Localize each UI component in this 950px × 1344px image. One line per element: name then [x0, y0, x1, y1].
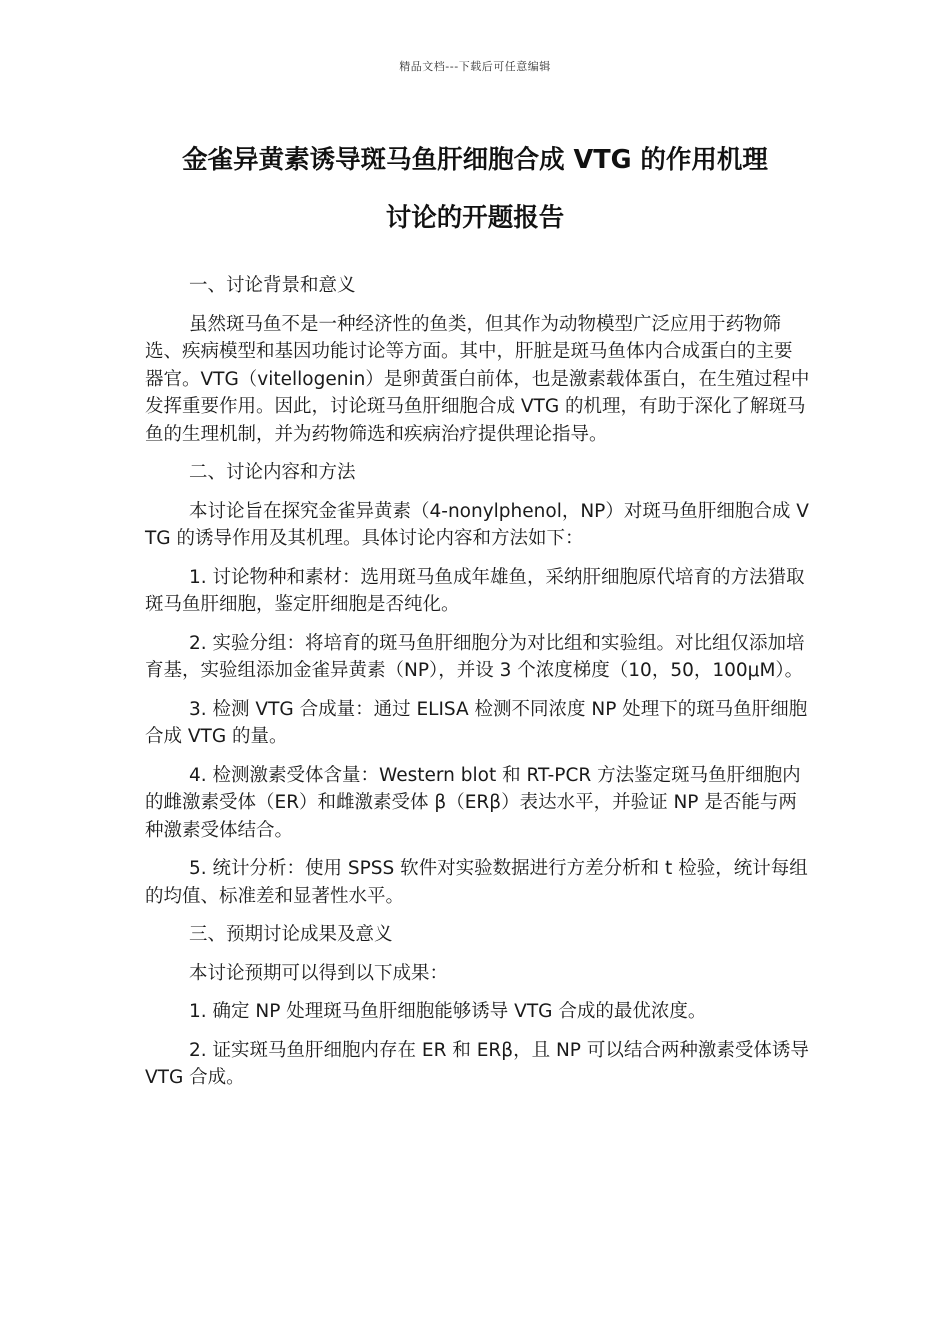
paragraph-methods-intro: 本讨论旨在探究金雀异黄素（4-nonylphenol，NP）对斑马鱼肝细胞合成 VTG 的诱导作用及其机理。具体讨论内容和方法如下：	[145, 500, 809, 549]
document-title-line-1: 金雀异黄素诱导斑马鱼肝细胞合成 VTG 的作用机理	[182, 145, 768, 175]
document-title-line-2: 讨论的开题报告	[385, 203, 565, 233]
header-note: 精品文档---下载后可任意编辑	[399, 60, 551, 73]
list-item-result-2: 2. 证实斑马鱼肝细胞内存在 ER 和 ERβ，且 NP 可以结合两种激素受体诱导 VTG 合成。	[145, 1039, 809, 1088]
list-item-result-1: 1. 确定 NP 处理斑马鱼肝细胞能够诱导 VTG 合成的最优浓度。	[189, 1001, 707, 1022]
list-item-method-4: 4. 检测激素受体含量：Western blot 和 RT-PCR 方法鉴定斑马鱼肝细胞内的雌激素受体（ER）和雌激素受体 β（ERβ）表达水平，并验证 NP 是否能与两种激素受体结合。	[145, 764, 801, 841]
document-body	[145, 272, 810, 1103]
list-item-method-3: 3. 检测 VTG 合成量：通过 ELISA 检测不同浓度 NP 处理下的斑马鱼肝细胞合成 VTG 的量。	[145, 698, 808, 747]
paragraph-results-intro: 本讨论预期可以得到以下成果：	[189, 962, 449, 984]
section-heading-expected-results: 三、预期讨论成果及意义	[189, 924, 393, 945]
section-heading-background: 一、讨论背景和意义	[189, 275, 356, 296]
list-item-method-5: 5. 统计分析：使用 SPSS 软件对实验数据进行方差分析和 t 检验，统计每组的均值、标准差和显著性水平。	[145, 858, 808, 907]
paragraph-background: 虽然斑马鱼不是一种经济性的鱼类，但其作为动物模型广泛应用于药物筛选、疾病模型和基因功能讨论等方面。其中，肝脏是斑马鱼体内合成蛋白的主要器官。VTG（vitellogenin）是卵黄蛋白前体，也是激素载体蛋白，在生殖过程中发挥重要作用。因此，讨论斑马鱼肝细胞合成 VTG 的机理，有助于深化了解斑马鱼的生理机制，并为药物筛选和疾病治疗提供理论指导。	[145, 313, 810, 445]
list-item-method-1: 1. 讨论物种和素材：选用斑马鱼成年雄鱼，采纳肝细胞原代培育的方法猎取斑马鱼肝细胞，鉴定肝细胞是否纯化。	[145, 566, 805, 615]
section-heading-content-methods: 二、讨论内容和方法	[189, 462, 356, 483]
list-item-method-2: 2. 实验分组：将培育的斑马鱼肝细胞分为对比组和实验组。对比组仅添加培育基，实验组添加金雀异黄素（NP），并设 3 个浓度梯度（10，50，100μM）。	[145, 632, 805, 681]
